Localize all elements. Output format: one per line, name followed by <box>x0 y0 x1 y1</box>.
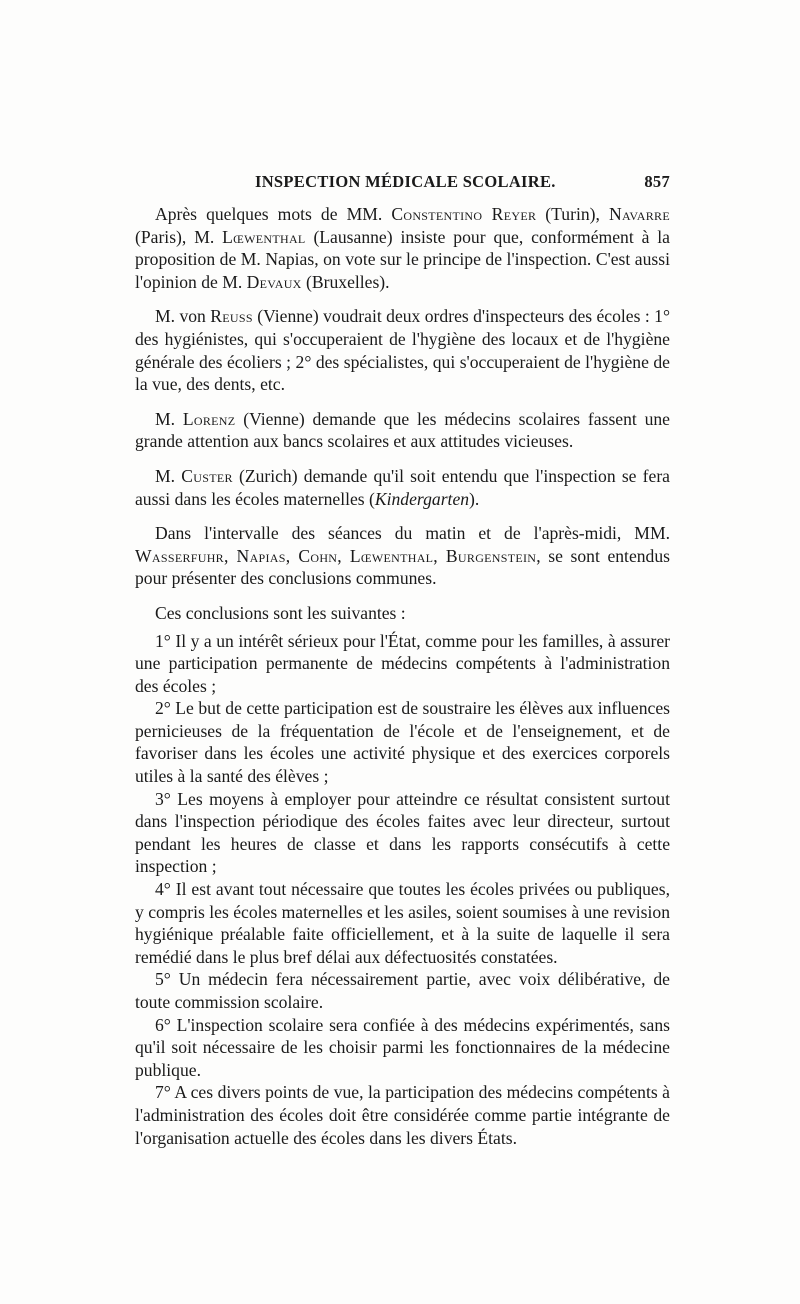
conclusion-3 <box>135 788 670 878</box>
text-run: (Bruxelles). <box>301 271 390 292</box>
running-header <box>135 172 670 196</box>
running-title: INSPECTION MÉDICALE SCOLAIRE. <box>255 172 556 191</box>
text-run: (Lausanne) insiste pour que, conformément à la proposition de M. Napias, on vote sur le principe de l'inspection. C'est aussi l'opinion de M. <box>135 226 670 292</box>
text-run: 3° Les moyens à employer pour atteindre ce résultat consistent surtout dans l'inspection périodique des écoles faites avec leur directeur, surtout pendant les heures de classe et dans les rapports consécutifs à cette inspection ; <box>135 788 670 877</box>
person-name: Constentino Reyer <box>391 204 537 224</box>
text-run: 5° Un médecin fera nécessairement partie, avec voix délibérative, de toute commission scolaire. <box>135 969 670 1012</box>
text-run: Ces conclusions sont les suivantes : <box>155 602 406 623</box>
person-name: Wasserfuhr, Napias, Cohn, Lœwenthal, Burgenstein <box>135 545 537 566</box>
text-run: 6° L'inspection scolaire sera confiée à des médecins expérimentés, sans qu'il soit nécessaire de les choisir parmi les fonctionnaires de la médecine publique. <box>135 1014 670 1080</box>
text-run: , se sont entendus pour présenter des conclusions communes. <box>135 545 670 589</box>
text-run: ). <box>469 488 480 509</box>
text-run: (Vienne) demande que les médecins scolaires fassent une grande attention aux bancs scolaires et aux attitudes vicieuses. <box>135 408 670 452</box>
text-run: M. <box>155 465 182 486</box>
paragraph-custer <box>135 465 670 510</box>
text-run: M. <box>155 408 183 429</box>
text-run: 1° Il y a un intérêt sérieux pour l'État, comme pour les familles, à assurer une participation permanente de médecins compétents à l'administration des écoles ; <box>135 630 670 696</box>
text-run: M. von <box>155 306 211 327</box>
body-text <box>135 203 670 1149</box>
text-run: Dans l'intervalle des séances du matin et de l'après-midi, MM. <box>155 523 670 544</box>
paragraph-lorenz <box>135 408 670 453</box>
paragraph-intervalle <box>135 522 670 590</box>
paragraph-conclusions-intro <box>135 602 670 625</box>
text-run: 7° A ces divers points de vue, la participation des médecins compétents à l'administration des écoles doit être considérée comme partie intégrante de l'organisation actuelle des écoles dans les divers États. <box>135 1082 670 1148</box>
text-run: (Vienne) voudrait deux ordres d'inspecteurs des écoles : 1° des hygiénistes, qui s'occuperaient de l'hygiène des locaux et de l'hygiène générale des écoliers ; 2° des spécialistes, qui s'occuperaient de l'hygiène de la vue, des dents, etc. <box>135 306 670 395</box>
person-name: Lorenz <box>182 408 236 429</box>
text-run: (Paris), M. <box>135 226 223 247</box>
conclusion-5 <box>135 968 670 1013</box>
conclusion-2 <box>135 697 670 787</box>
text-run: 2° Le but de cette participation est de soustraire les élèves aux influences pernicieuses de la fréquentation de l'école et de l'enseignement, et de favoriser dans les écoles une activité physique et des exercices corporels utiles à la santé des élèves ; <box>135 698 670 787</box>
person-name: Devaux <box>246 271 302 292</box>
person-name: Custer <box>181 465 233 486</box>
text-run: (Turin), <box>536 204 609 224</box>
page-number: 857 <box>644 172 670 191</box>
text-run: (Zurich) demande qu'il soit entendu que l'inspection se fera aussi dans les écoles maternelles ( <box>135 465 670 509</box>
conclusion-4 <box>135 878 670 968</box>
paragraph-reuss <box>135 305 670 395</box>
conclusion-1 <box>135 630 670 698</box>
person-name: Lœwenthal <box>222 226 306 247</box>
conclusion-6 <box>135 1014 670 1082</box>
person-name: Navarre <box>608 204 670 224</box>
paragraph-reyer <box>135 203 670 293</box>
text-run: Après quelques mots de MM. <box>155 204 392 224</box>
person-name: Reuss <box>210 306 253 327</box>
conclusion-7 <box>135 1081 670 1149</box>
text-run: 4° Il est avant tout nécessaire que toutes les écoles privées ou publiques, y compris les écoles maternelles et les asiles, soient soumises à une revision hygiénique préalable faite officiellement, et à la suite de laquelle il sera remédié dans le plus bref délai aux défectuosités constatées. <box>135 879 671 967</box>
italic-term: Kindergarten <box>374 488 470 509</box>
